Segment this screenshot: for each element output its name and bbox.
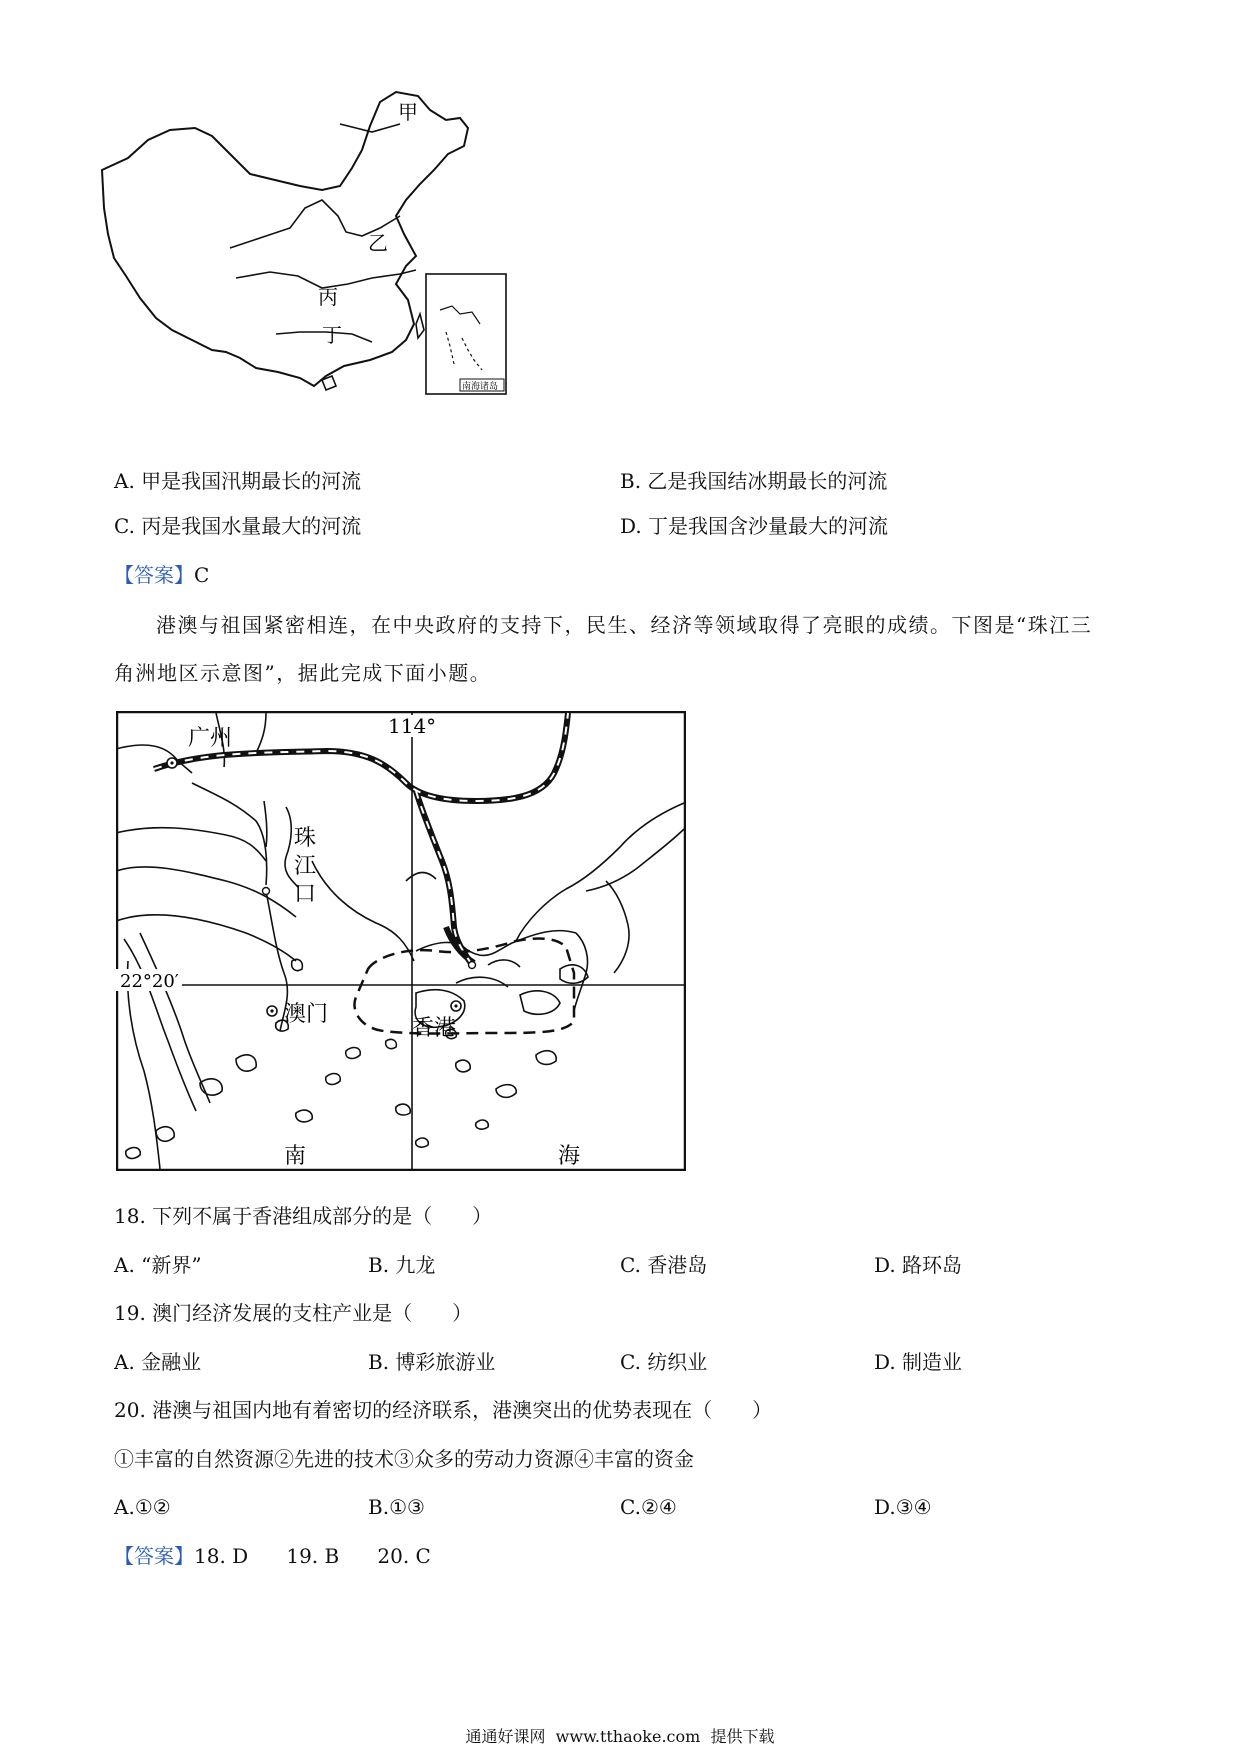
q20-option-a: A.①② <box>114 1495 171 1519</box>
label-hongkong: 香港 <box>412 1016 457 1041</box>
q18-option-c: C. 香港岛 <box>620 1253 708 1277</box>
label-zhu: 珠 <box>294 826 317 851</box>
inset-box <box>426 274 506 394</box>
q20-option-c: C.②④ <box>620 1495 677 1519</box>
intro-line-1: 港澳与祖国紧密相连，在中央政府的支持下，民生、经济等领域取得了亮眼的成绩。下图是“珠江三 <box>156 613 1093 637</box>
label-inset: 南海诸岛 <box>462 382 499 392</box>
label-guangzhou: 广州 <box>188 726 233 751</box>
label-nan: 南 <box>284 1144 307 1169</box>
label-ding: 丁 <box>322 323 342 347</box>
q20-option-b: B.①③ <box>368 1495 425 1519</box>
label-lon: 114° <box>388 714 437 738</box>
label-hai: 海 <box>558 1144 581 1169</box>
q20-stem: 20. 港澳与祖国内地有着密切的经济联系，港澳突出的优势表现在（ ） <box>114 1398 773 1422</box>
intro-line-2: 角洲地区示意图”，据此完成下面小题。 <box>114 661 492 685</box>
q20-statements: ①丰富的自然资源②先进的技术③众多的劳动力资源④丰富的资金 <box>114 1447 694 1471</box>
china-outline <box>102 92 468 386</box>
q17-option-a: A. 甲是我国汛期最长的河流 <box>114 469 362 493</box>
label-macau: 澳门 <box>284 1002 329 1027</box>
q17-answer: 【答案】C <box>114 563 210 587</box>
label-jiang: 江 <box>294 854 317 879</box>
label-kou: 口 <box>294 882 317 907</box>
label-lat: 22°20′ <box>120 971 179 992</box>
q19-option-d: D. 制造业 <box>874 1350 963 1374</box>
q18-option-d: D. 路环岛 <box>874 1253 963 1277</box>
q19-option-a: A. 金融业 <box>114 1350 202 1374</box>
label-yi: 乙 <box>368 231 388 255</box>
q18-stem: 18. 下列不属于香港组成部分的是（ ） <box>114 1204 493 1228</box>
label-bing: 丙 <box>318 285 338 309</box>
label-jia: 甲 <box>398 100 418 124</box>
q19-option-c: C. 纺织业 <box>620 1350 708 1374</box>
q18-option-b: B. 九龙 <box>368 1253 436 1277</box>
q17-option-b: B. 乙是我国结冰期最长的河流 <box>620 469 888 493</box>
q19-option-b: B. 博彩旅游业 <box>368 1350 496 1374</box>
q18-option-a: A. “新界” <box>114 1253 202 1277</box>
q17-option-c: C. 丙是我国水量最大的河流 <box>114 514 362 538</box>
prd-map <box>116 711 686 1171</box>
page-footer: 通通好课网 www.tthaoke.com 提供下载 <box>465 1727 775 1746</box>
answers-18-20: 【答案】18. D 19. B 20. C <box>114 1544 431 1568</box>
q20-option-d: D.③④ <box>874 1495 932 1519</box>
china-map <box>100 88 520 400</box>
q17-option-d: D. 丁是我国含沙量最大的河流 <box>620 514 889 538</box>
q19-stem: 19. 澳门经济发展的支柱产业是（ ） <box>114 1301 473 1325</box>
